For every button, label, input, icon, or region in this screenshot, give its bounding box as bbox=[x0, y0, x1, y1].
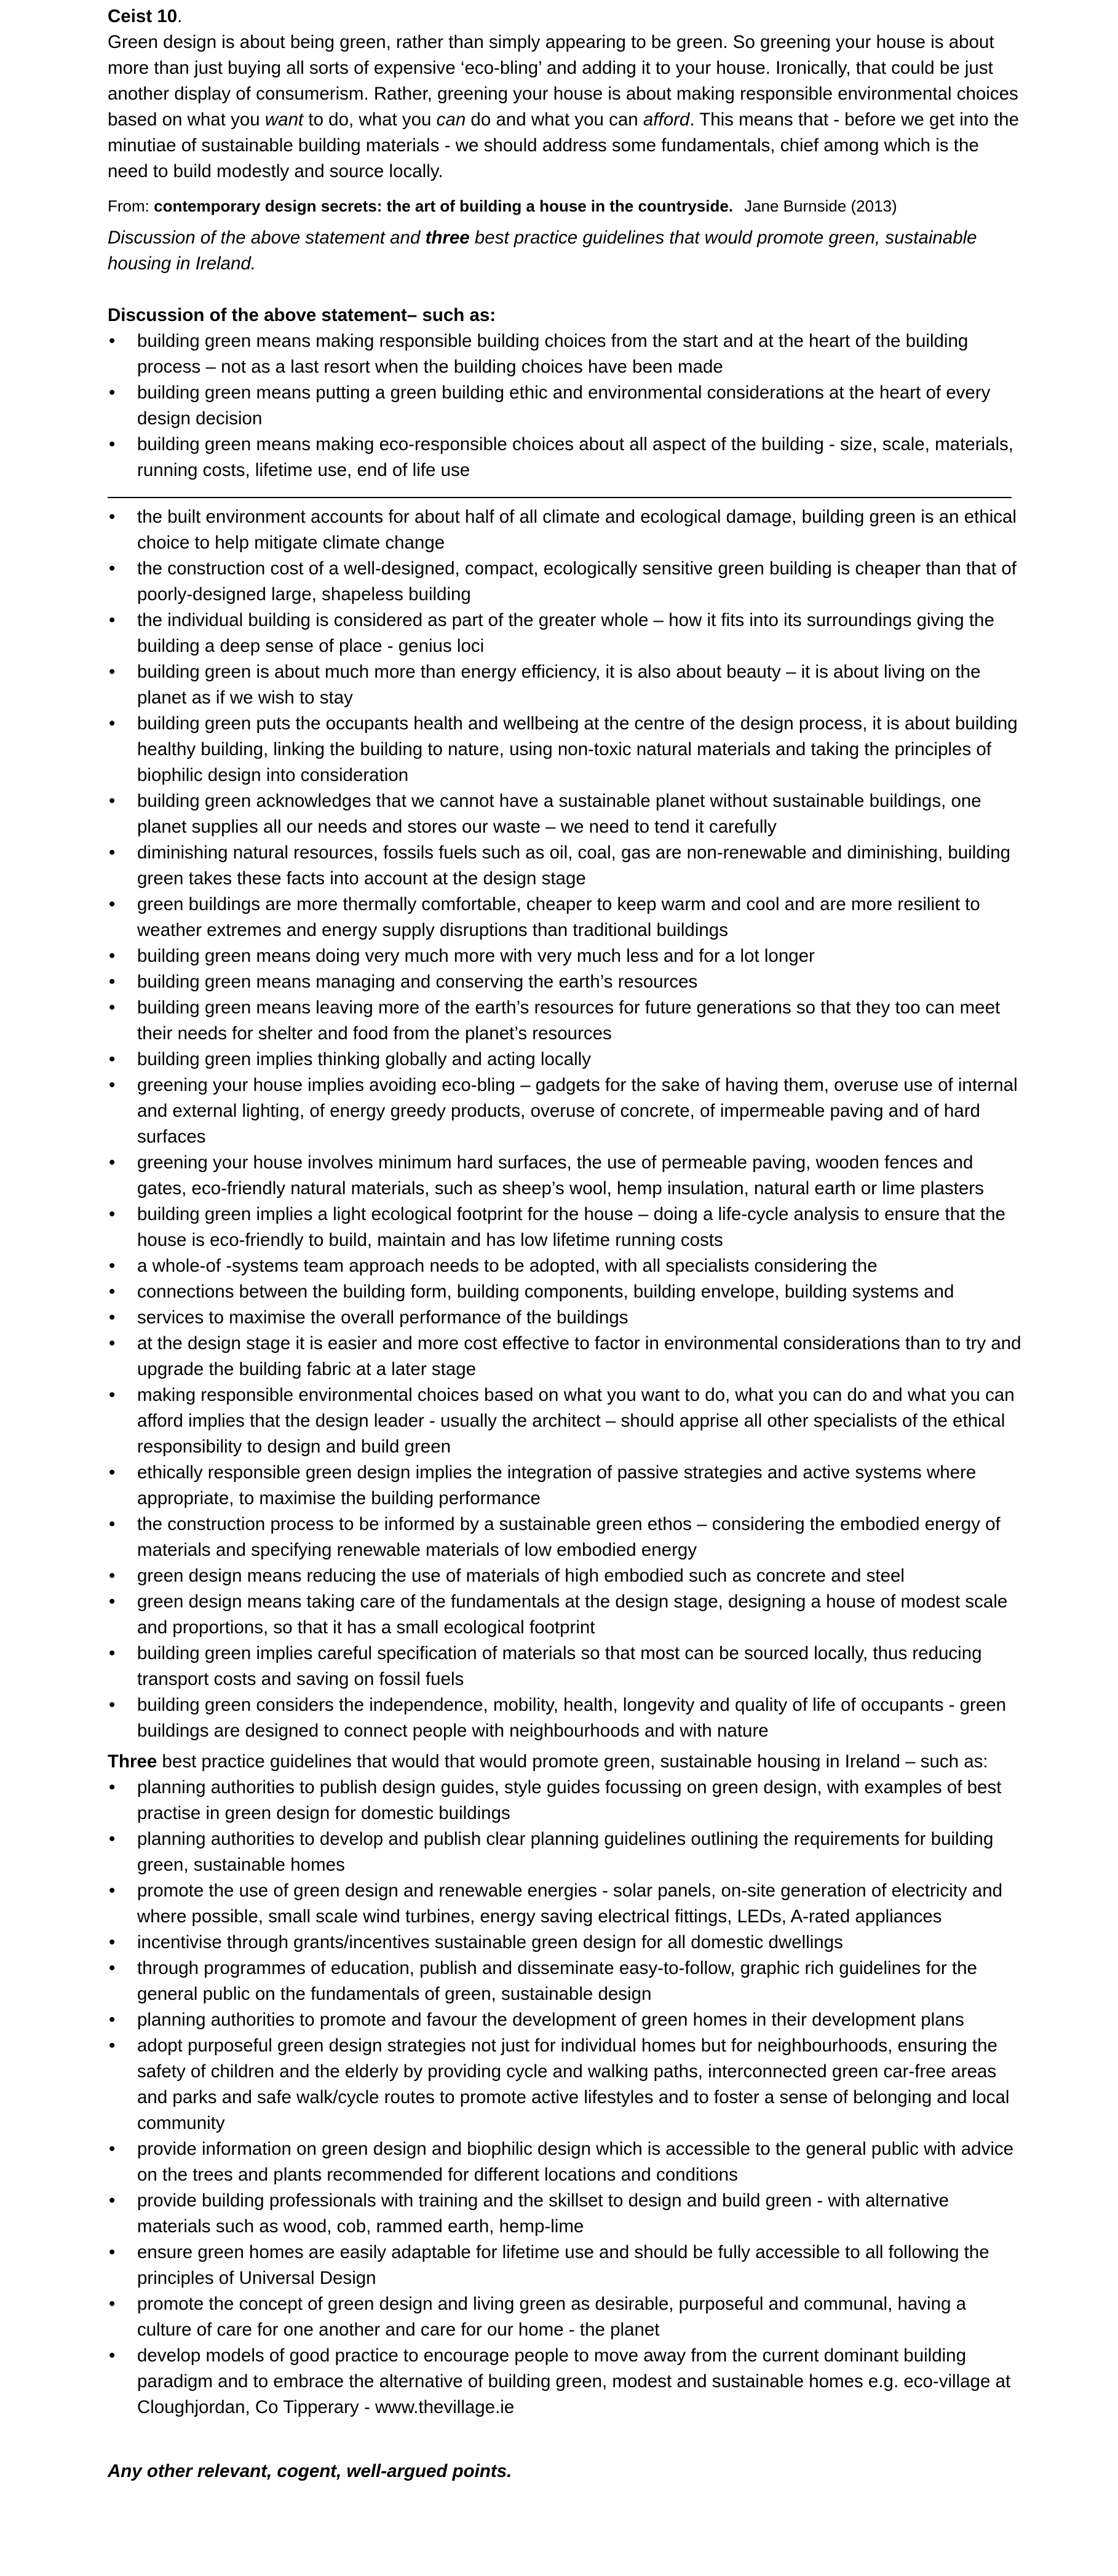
discussion-point: • greening your house involves minimum hard surfaces, the use of permeable paving, wooden fences and gates, eco-friendly natural materials, such as sheep’s wool, hemp insulation, natural earth or lime plasters bbox=[108, 1150, 1024, 1202]
discussion-point: • making responsible environmental choices based on what you want to do, what you can do and what you can afford implies that the design leader - usually the architect – should apprise all other specialists of the ethical responsibility to design and build green bbox=[108, 1382, 1024, 1460]
title-punctuation: . bbox=[177, 6, 183, 26]
discussion-point: • building green means leaving more of the earth’s resources for future generations so that they too can meet their needs for shelter and food from the planet’s resources bbox=[108, 995, 1024, 1047]
guideline-point: • provide information on green design and biophilic design which is accessible to the general public with advice on the trees and plants recommended for different locations and conditions bbox=[108, 2136, 1024, 2188]
guideline-point: • adopt purposeful green design strategies not just for individual homes but for neighbourhoods, ensuring the safety of children and the elderly by providing cycle and walking paths, interconnected green car-free areas and parks and safe walk/cycle routes to promote active lifestyles and to foster a sense of belonging and local community bbox=[108, 2033, 1024, 2136]
intro-emphasis: want bbox=[264, 109, 304, 130]
source-book-title: contemporary design secrets: the art of building a house in the countryside. bbox=[154, 197, 734, 215]
discussion-point: • building green implies thinking globally and acting locally bbox=[108, 1047, 1024, 1072]
discussion-point: • building green puts the occupants health and wellbeing at the centre of the design process, it is about building healthy building, linking the building to nature, using non-toxic natural materials and taking the principles of biophilic design into consideration bbox=[108, 711, 1024, 788]
source-author: Jane Burnside (2013) bbox=[744, 197, 897, 215]
discussion-point: • the built environment accounts for about half of all climate and ecological damage, building green is an ethical choice to help mitigate climate change bbox=[108, 504, 1024, 556]
discussion-point: • greening your house implies avoiding eco-bling – gadgets for the sake of having them, overuse use of internal and external lighting, of energy greedy products, overuse of concrete, of impermeable paving and of hard surfaces bbox=[108, 1072, 1024, 1150]
guidelines-heading-emphasis: Three bbox=[108, 1751, 157, 1772]
document-page bbox=[108, 4, 1024, 2484]
discussion-point: • building green considers the independence, mobility, health, longevity and quality of life of occupants - green buildings are designed to connect people with neighbourhoods and with nature bbox=[108, 1692, 1024, 1744]
guideline-point: • incentivise through grants/incentives sustainable green design for all domestic dwellings bbox=[108, 1930, 1024, 1956]
discussion-list-top bbox=[108, 328, 1024, 483]
discussion-point: • connections between the building form, building components, building envelope, building systems and bbox=[108, 1279, 1024, 1305]
discussion-heading: Discussion of the above statement– such as: bbox=[108, 305, 496, 325]
discussion-point: • building green implies a light ecological footprint for the house – doing a life-cycle analysis to ensure that the house is eco-friendly to build, maintain and has low lifetime running costs bbox=[108, 1202, 1024, 1253]
intro-emphasis: can bbox=[436, 109, 466, 130]
discussion-point: • the individual building is considered as part of the greater whole – how it fits into its surroundings giving the building a deep sense of place - genius loci bbox=[108, 608, 1024, 659]
guideline-point: • through programmes of education, publish and disseminate easy-to-follow, graphic rich guidelines for the general public on the fundamentals of green, sustainable design bbox=[108, 1956, 1024, 2007]
discussion-point: • the construction process to be informed by a sustainable green ethos – considering the embodied energy of materials and specifying renewable materials of low embodied energy bbox=[108, 1512, 1024, 1563]
intro-text: to do, what you bbox=[303, 109, 437, 130]
closing-note: Any other relevant, cogent, well-argued points. bbox=[108, 2461, 512, 2481]
discussion-point: • a whole-of -systems team approach needs to be adopted, with all specialists considering the bbox=[108, 1253, 1024, 1279]
question-title bbox=[108, 4, 1024, 30]
discussion-point: • green design means reducing the use of materials of high embodied such as concrete and steel bbox=[108, 1563, 1024, 1589]
discussion-point: • green design means taking care of the fundamentals at the design stage, designing a house of modest scale and proportions, so that it has a small ecological footprint bbox=[108, 1589, 1024, 1641]
guideline-point: • promote the concept of green design and living green as desirable, purposeful and communal, having a culture of care for one another and care for our home - the planet bbox=[108, 2291, 1024, 2343]
guideline-point: • planning authorities to develop and publish clear planning guidelines outlining the requirements for building green, sustainable homes bbox=[108, 1826, 1024, 1878]
intro-text: . This means that - before we get into the minutiae of sustainable building materials - we should address some fundamentals, chief among which is the need to build modestly and source locally. bbox=[108, 109, 1019, 181]
guideline-point: • provide building professionals with training and the skillset to design and build green - with alternative materials such as wood, cob, rammed earth, hemp-lime bbox=[108, 2188, 1024, 2240]
intro-text: Green design is about being green, rather than simply appearing to be green. So greening your house is about more than just buying all sorts of expensive ‘eco-bling’ and adding it to your house. Ironically, that could be just another display of consumerism. Rather, greening your house is about making responsible environmental choices based on what you bbox=[108, 32, 1018, 130]
source-citation bbox=[108, 193, 1024, 219]
guideline-point: • develop models of good practice to encourage people to move away from the current dominant building paradigm and to embrace the alternative of building green, modest and sustainable homes e.g. eco-village at Cloughjordan, Co Tipperary - www.thevillage.ie bbox=[108, 2343, 1024, 2420]
guideline-point: • ensure green homes are easily adaptable for lifetime use and should be fully accessible to all following the principles of Universal Design bbox=[108, 2240, 1024, 2291]
discussion-point: • building green implies careful specification of materials so that most can be sourced locally, thus reducing transport costs and saving on fossil fuels bbox=[108, 1641, 1024, 1692]
source-label: From: bbox=[108, 197, 154, 215]
discussion-point: • building green means doing very much more with very much less and for a lot longer bbox=[108, 943, 1024, 969]
discussion-point: • ethically responsible green design implies the integration of passive strategies and active systems where appropriate, to maximise the building performance bbox=[108, 1460, 1024, 1512]
intro-paragraph bbox=[108, 30, 1024, 184]
intro-emphasis: afford bbox=[643, 109, 690, 130]
guidelines-list bbox=[108, 1775, 1024, 2420]
task-statement: Discussion of the above statement and three best practice guidelines that would promote green, sustainable housing in Ireland. bbox=[108, 228, 977, 274]
discussion-point: • green buildings are more thermally comfortable, cheaper to keep warm and cool and are more resilient to weather extremes and energy supply disruptions than traditional buildings bbox=[108, 892, 1024, 943]
discussion-point: • the construction cost of a well-designed, compact, ecologically sensitive green building is cheaper than that of poorly-designed large, shapeless building bbox=[108, 556, 1024, 608]
guideline-point: • planning authorities to publish design guides, style guides focussing on green design, with examples of best practise in green design for domestic buildings bbox=[108, 1775, 1024, 1826]
discussion-point: • building green is about much more than energy efficiency, it is also about beauty – it is about living on the planet as if we wish to stay bbox=[108, 659, 1024, 711]
guidelines-heading: Three best practice guidelines that would that would promote green, sustainable housing in Ireland – such as: bbox=[108, 1751, 988, 1772]
guideline-point: • planning authorities to promote and favour the development of green homes in their development plans bbox=[108, 2007, 1024, 2033]
discussion-point: • building green means managing and conserving the earth’s resources bbox=[108, 969, 1024, 995]
discussion-point: • building green means making responsible building choices from the start and at the heart of the building process – not as a last resort when the building choices have been made bbox=[108, 328, 1024, 380]
intro-text: do and what you can bbox=[466, 109, 643, 130]
question-number: Ceist 10 bbox=[108, 6, 178, 26]
discussion-point: • diminishing natural resources, fossils fuels such as oil, coal, gas are non-renewable and diminishing, building green takes these facts into account at the design stage bbox=[108, 840, 1024, 892]
guideline-point: • promote the use of green design and renewable energies - solar panels, on-site generation of electricity and where possible, small scale wind turbines, energy saving electrical fittings, LEDs, A-rated appliances bbox=[108, 1878, 1024, 1930]
discussion-point: • building green means putting a green building ethic and environmental considerations at the heart of every design decision bbox=[108, 380, 1024, 432]
discussion-point: • building green acknowledges that we cannot have a sustainable planet without sustainable buildings, one planet supplies all our needs and stores our waste – we need to tend it carefully bbox=[108, 788, 1024, 840]
discussion-point: • at the design stage it is easier and more cost effective to factor in environmental considerations than to try and upgrade the building fabric at a later stage bbox=[108, 1331, 1024, 1382]
discussion-list-more bbox=[108, 504, 1024, 1744]
section-divider bbox=[108, 497, 1012, 498]
discussion-point: • services to maximise the overall performance of the buildings bbox=[108, 1305, 1024, 1331]
task-emphasis: three bbox=[425, 228, 470, 248]
discussion-point: • building green means making eco-responsible choices about all aspect of the building - size, scale, materials, running costs, lifetime use, end of life use bbox=[108, 432, 1024, 483]
